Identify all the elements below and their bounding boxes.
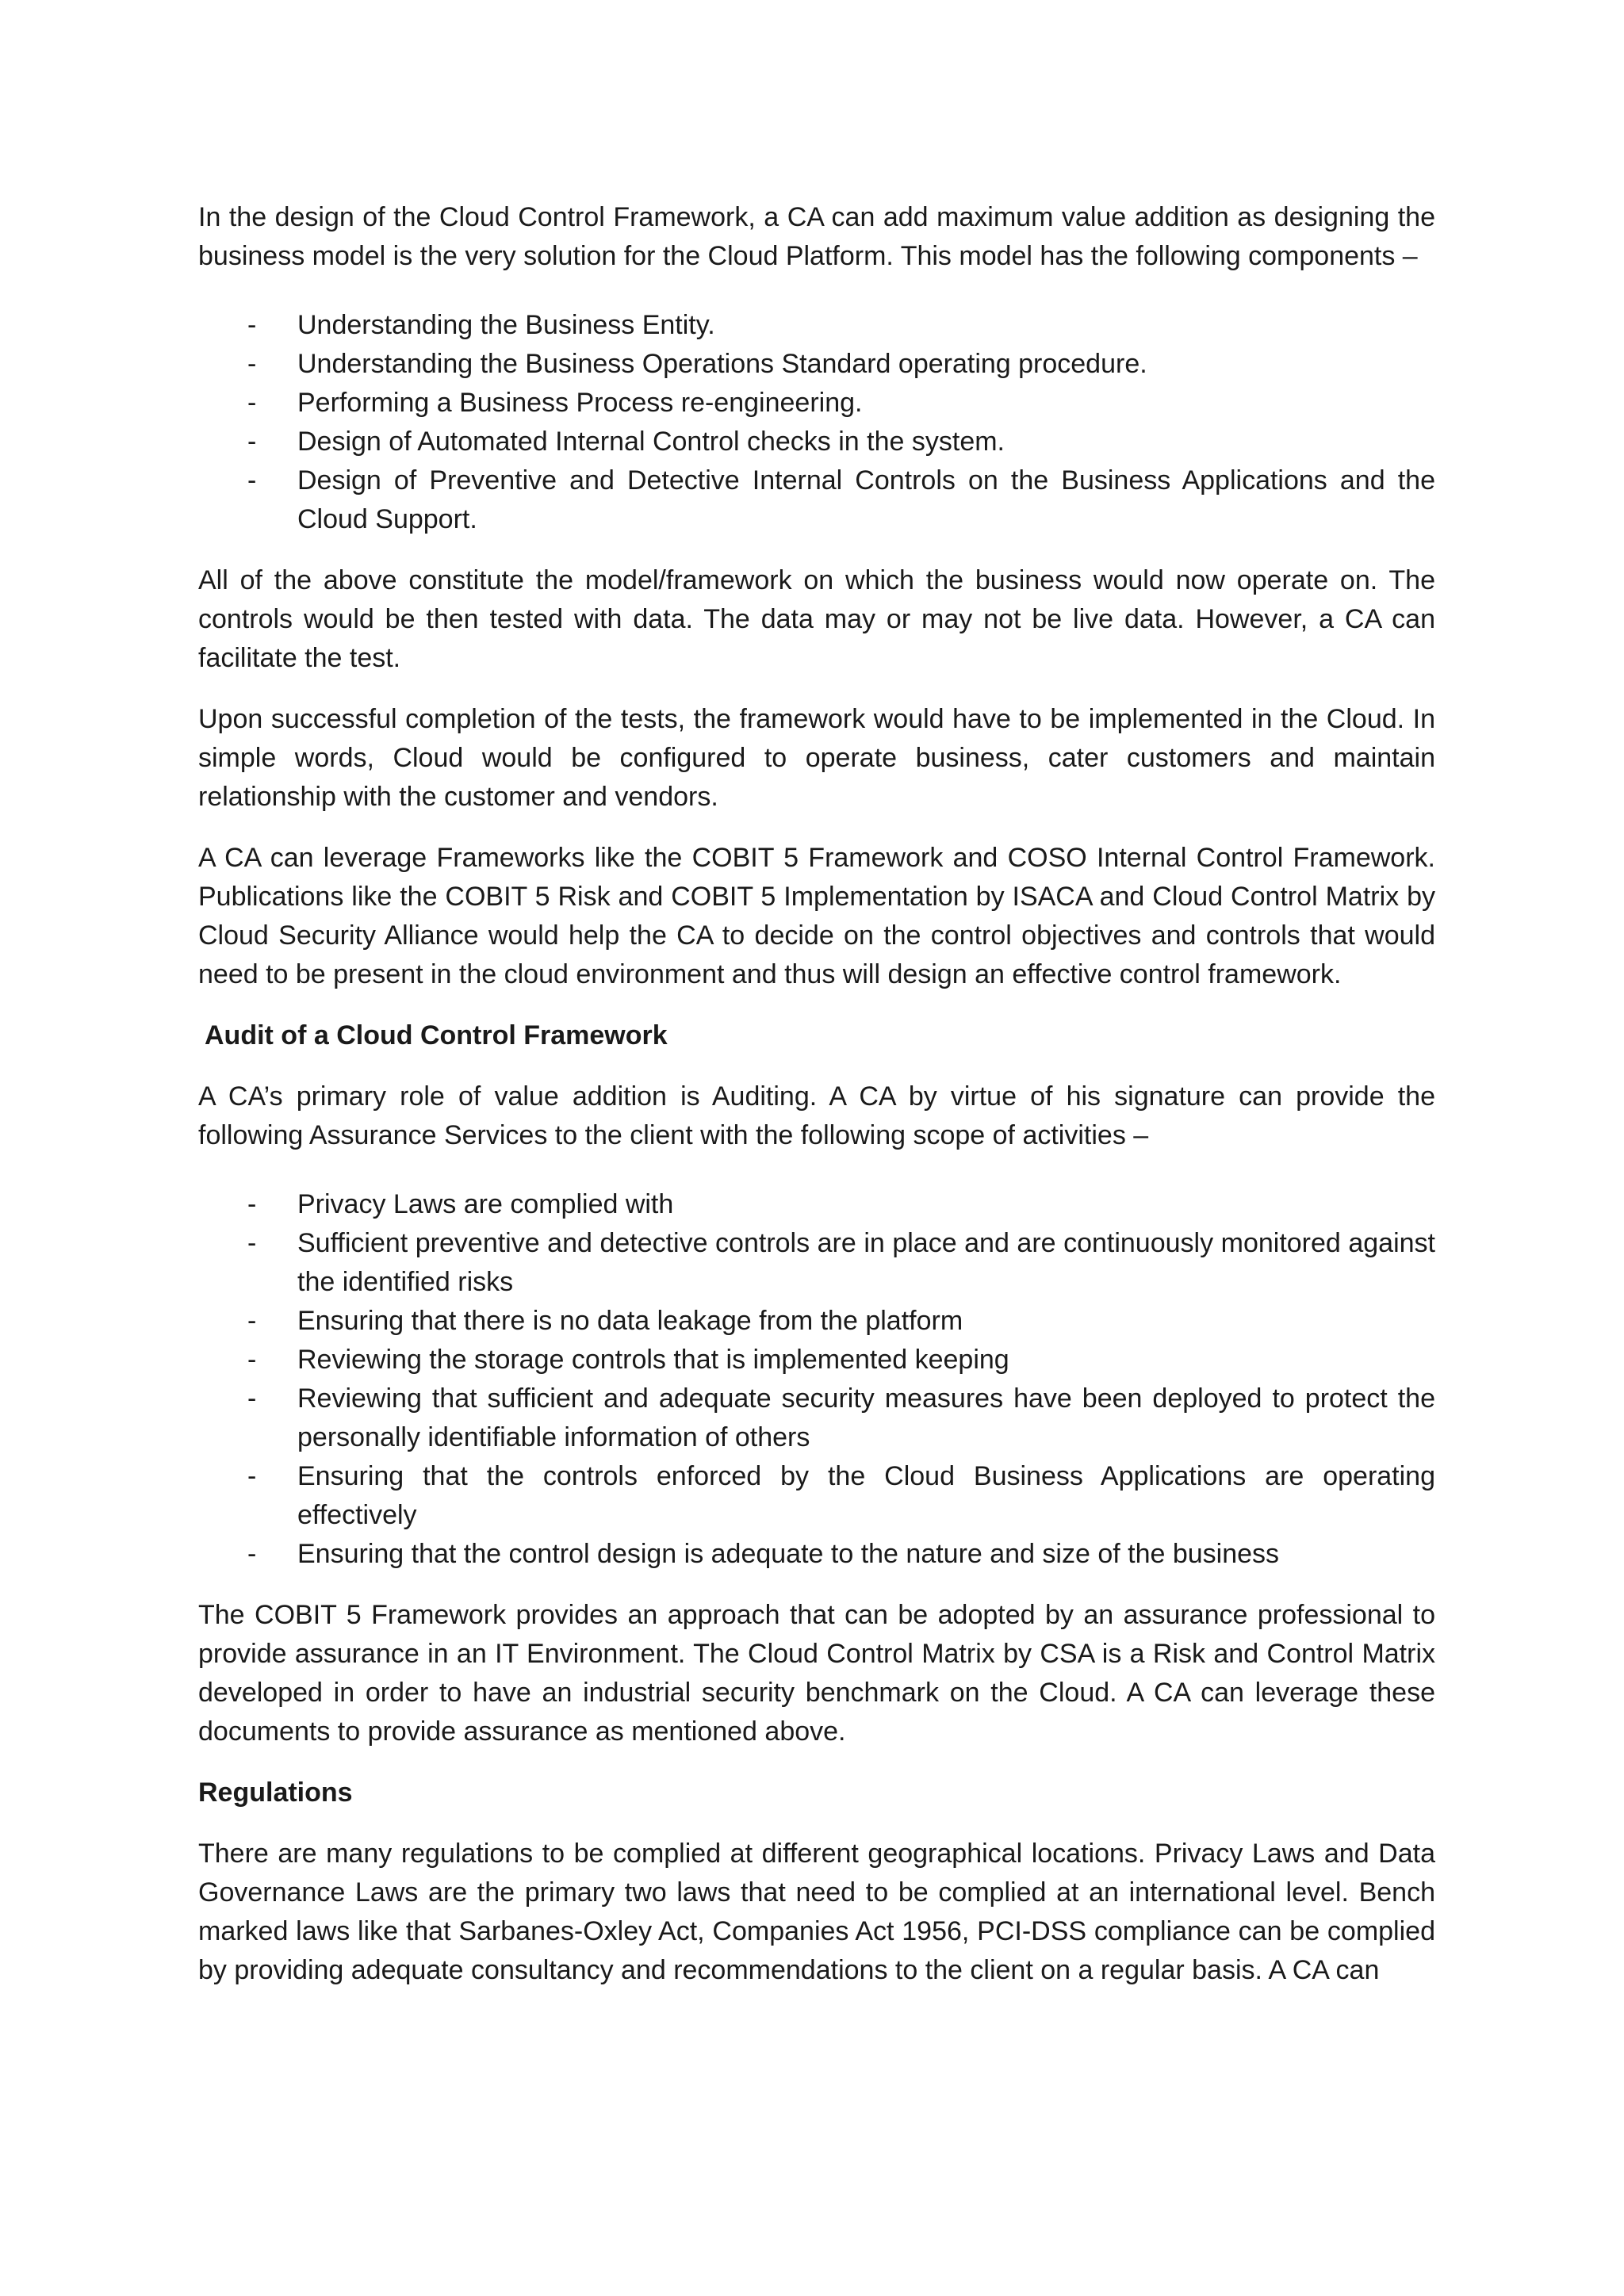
list-item-text: Ensuring that the controls enforced by the Cloud Business Applications are operating effectively: [297, 1461, 1435, 1530]
activities-list: [198, 1185, 1435, 1574]
list-item-text: Design of Automated Internal Control checks in the system.: [297, 427, 1005, 457]
list-item: [198, 1457, 1435, 1535]
list-item-text: Understanding the Business Entity.: [297, 310, 715, 340]
list-item: [198, 1380, 1435, 1457]
audit-paragraph: A CA’s primary role of value addition is Auditing. A CA by virtue of his signature can provide the following Assurance Services to the client with the following scope of activities –: [198, 1081, 1435, 1150]
list-item-text: Design of Preventive and Detective Internal Controls on the Business Applications and the Cloud Support.: [297, 465, 1435, 534]
intro-paragraph: In the design of the Cloud Control Framework, a CA can add maximum value addition as designing the business model is the very solution for the Cloud Platform. This model has the following components –: [198, 202, 1435, 271]
dash-marker: -: [247, 1228, 257, 1258]
list-item: [198, 306, 1435, 345]
dash-marker: -: [247, 465, 257, 496]
list-item-text: Understanding the Business Operations Standard operating procedure.: [297, 349, 1147, 379]
components-list: [198, 306, 1435, 539]
list-item-text: Privacy Laws are complied with: [297, 1189, 674, 1219]
list-item: [198, 1341, 1435, 1380]
model-paragraph: All of the above constitute the model/framework on which the business would now operate on. The controls would be then tested with data. The data may or may not be live data. However, a CA can facilitate the test.: [198, 565, 1435, 673]
dash-marker: -: [247, 1461, 257, 1491]
cobit-paragraph: The COBIT 5 Framework provides an approach that can be adopted by an assurance professional to provide assurance in an IT Environment. The Cloud Control Matrix by CSA is a Risk and Control Matrix developed in order to have an industrial security benchmark on the Cloud. A CA can leverage these documents to provide assurance as mentioned above.: [198, 1600, 1435, 1747]
list-item: [198, 345, 1435, 384]
list-item: [198, 1224, 1435, 1302]
dash-marker: -: [247, 1345, 257, 1375]
list-item: [198, 1302, 1435, 1341]
list-item-text: Reviewing the storage controls that is implemented keeping: [297, 1345, 1009, 1375]
list-item: [198, 1185, 1435, 1224]
list-item-text: Ensuring that there is no data leakage from the platform: [297, 1306, 963, 1336]
dash-marker: -: [247, 310, 257, 340]
dash-marker: -: [247, 349, 257, 379]
dash-marker: -: [247, 1383, 257, 1414]
list-item-text: Ensuring that the control design is adequate to the nature and size of the business: [297, 1539, 1280, 1569]
regulations-heading: Regulations: [198, 1777, 353, 1808]
list-item-text: Performing a Business Process re-engineering.: [297, 388, 863, 418]
list-item-text: Reviewing that sufficient and adequate security measures have been deployed to protect the personally identifiable information of others: [297, 1383, 1435, 1452]
dash-marker: -: [247, 427, 257, 457]
dash-marker: -: [247, 1189, 257, 1219]
list-item: [198, 461, 1435, 539]
document-page: [198, 198, 1435, 2012]
regulations-paragraph: There are many regulations to be complied at different geographical locations. Privacy Laws and Data Governance Laws are the primary two laws that need to be complied at an international level. Bench marked laws like that Sarbanes-Oxley Act, Companies Act 1956, PCI-DSS compliance can be complied by providing adequate consultancy and recommendations to the client on a regular basis. A CA can: [198, 1839, 1435, 1985]
frameworks-paragraph: A CA can leverage Frameworks like the COBIT 5 Framework and COSO Internal Control Framework. Publications like the COBIT 5 Risk and COBIT 5 Implementation by ISACA and Cloud Control Matrix by Cloud Security Alliance would help the CA to decide on the control objectives and controls that would need to be present in the cloud environment and thus will design an effective control framework.: [198, 843, 1435, 989]
list-item: [198, 1535, 1435, 1574]
list-item: [198, 384, 1435, 423]
implementation-paragraph: Upon successful completion of the tests, the framework would have to be implemented in the Cloud. In simple words, Cloud would be configured to operate business, cater customers and maintain relationship with the customer and vendors.: [198, 704, 1435, 812]
list-item-text: Sufficient preventive and detective controls are in place and are continuously monitored against the identified risks: [297, 1228, 1435, 1297]
dash-marker: -: [247, 388, 257, 418]
list-item: [198, 423, 1435, 461]
dash-marker: -: [247, 1539, 257, 1569]
dash-marker: -: [247, 1306, 257, 1336]
audit-heading: Audit of a Cloud Control Framework: [205, 1020, 668, 1050]
